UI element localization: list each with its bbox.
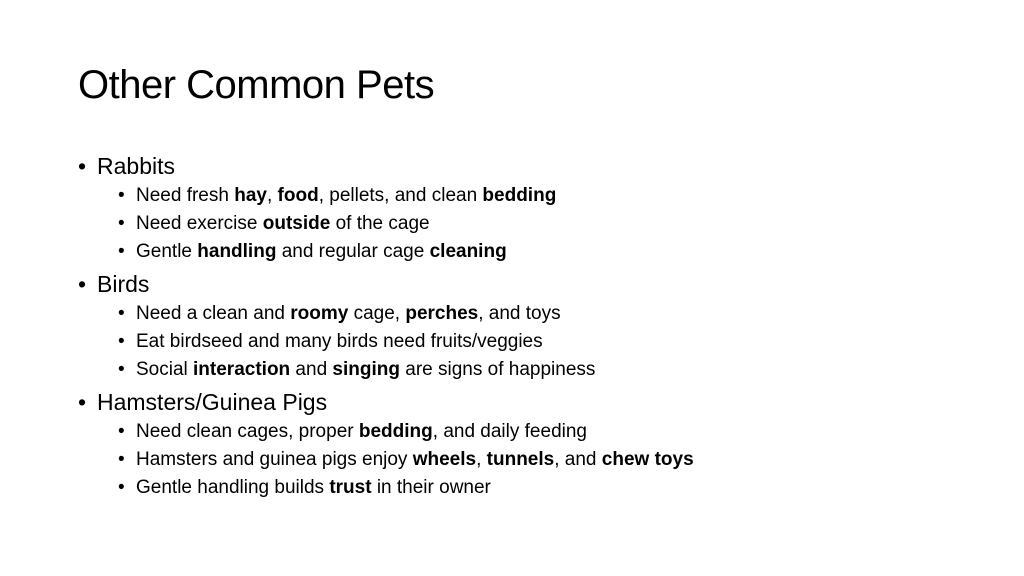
- text-run: Need exercise: [136, 213, 263, 234]
- sub-bullet-list: [78, 182, 978, 266]
- sub-bullet-item: [118, 418, 978, 446]
- sub-bullet-item: [118, 300, 978, 328]
- text-run: Need clean cages, proper: [136, 421, 359, 442]
- text-run: cage,: [348, 303, 406, 324]
- bullet-section: • Hamsters/Guinea Pigs: [78, 388, 978, 417]
- bold-text: perches: [405, 303, 479, 324]
- bold-text: cleaning: [429, 241, 507, 262]
- text-run: , and toys: [478, 303, 561, 324]
- sub-bullet-item: [118, 210, 978, 238]
- text-run: Need fresh: [136, 185, 235, 206]
- text-run: Gentle: [136, 241, 198, 262]
- bold-text: tunnels: [486, 449, 555, 470]
- sub-bullet-list: [78, 300, 978, 384]
- slide-content: [78, 152, 978, 506]
- sub-bullet-item: [118, 182, 978, 210]
- bold-text: wheels: [412, 449, 477, 470]
- text-run: , pellets, and clean: [318, 185, 483, 206]
- text-run: Hamsters and guinea pigs enjoy: [136, 449, 413, 470]
- text-run: Gentle handling builds: [136, 477, 330, 498]
- sub-bullet-item: [118, 446, 978, 474]
- bold-text: handling: [197, 241, 277, 262]
- bold-text: interaction: [193, 359, 291, 380]
- bullet-section: • Rabbits: [78, 152, 978, 181]
- bold-text: roomy: [290, 303, 349, 324]
- text-run: ,: [476, 449, 487, 470]
- text-run: and: [290, 359, 333, 380]
- text-run: in their owner: [371, 477, 491, 498]
- bold-text: singing: [332, 359, 400, 380]
- text-run: Social: [136, 359, 194, 380]
- text-run: of the cage: [330, 213, 430, 234]
- bold-text: bedding: [482, 185, 557, 206]
- bold-text: trust: [329, 477, 372, 498]
- text-run: Eat birdseed and many birds need fruits/veggies: [136, 331, 543, 352]
- slide-title: Other Common Pets: [78, 63, 435, 107]
- bold-text: outside: [262, 213, 331, 234]
- text-run: ,: [266, 185, 278, 206]
- sub-bullet-list: [78, 418, 978, 502]
- sub-bullet-item: [118, 356, 978, 384]
- sub-bullet-item: [118, 474, 978, 502]
- sub-bullet-item: [118, 328, 978, 356]
- bold-text: chew toys: [601, 449, 694, 470]
- text-run: , and daily feeding: [432, 421, 587, 442]
- bullet-section: • Birds: [78, 270, 978, 299]
- bold-text: hay: [234, 185, 267, 206]
- bold-text: food: [277, 185, 319, 206]
- text-run: , and: [554, 449, 602, 470]
- sub-bullet-item: [118, 238, 978, 266]
- bold-text: bedding: [358, 421, 433, 442]
- text-run: and regular cage: [276, 241, 430, 262]
- text-run: Need a clean and: [136, 303, 291, 324]
- text-run: are signs of happiness: [399, 359, 596, 380]
